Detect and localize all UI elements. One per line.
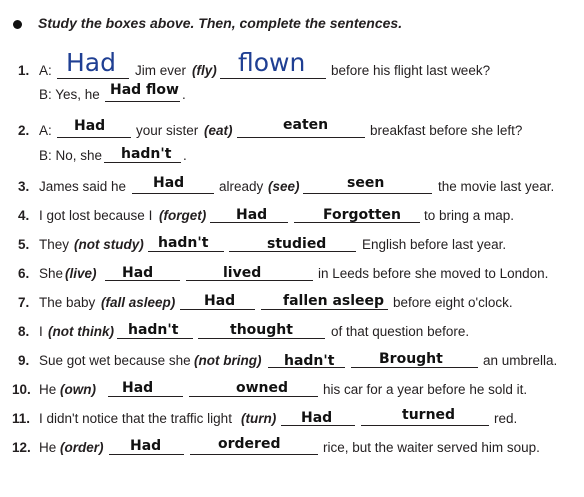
answer-blank[interactable] (109, 454, 184, 455)
verb-cue: (order) (60, 440, 104, 455)
item-number: 11. (12, 411, 31, 426)
sentence-text: your sister (136, 123, 199, 138)
speaker-b: B: Yes, he (39, 87, 100, 102)
sentence-text: already (219, 179, 264, 194)
sentence-text: He (39, 382, 57, 397)
answer-blank[interactable] (180, 309, 255, 310)
typed-answer: hadn't (158, 235, 209, 251)
typed-answer: owned (236, 380, 289, 396)
typed-answer: Brought (379, 351, 443, 367)
sentence-text: The baby (39, 295, 96, 310)
sentence-text: I didn't notice that the traffic light (39, 411, 232, 426)
typed-answer: Had (130, 438, 162, 454)
sentence-text: I (39, 324, 43, 339)
item-number: 2. (18, 123, 30, 138)
typed-answer: hadn't (121, 146, 172, 162)
sentence-text: before eight o'clock. (393, 295, 513, 310)
sentence-text: breakfast before she left? (370, 123, 523, 138)
sentence-text: . (183, 148, 187, 163)
typed-answer: hadn't (128, 322, 179, 338)
typed-answer: Had (122, 380, 154, 396)
answer-blank[interactable] (132, 193, 214, 194)
typed-answer: fallen asleep (283, 293, 385, 309)
answer-blank[interactable] (198, 338, 325, 339)
typed-answer: Had flow (110, 82, 179, 98)
sentence-text: He (39, 440, 57, 455)
sentence-text: . (182, 87, 186, 102)
handwritten-answer: Had (66, 48, 116, 77)
item-number: 8. (18, 324, 30, 339)
typed-answer: turned (402, 407, 456, 423)
typed-answer: Had (301, 410, 333, 426)
answer-blank[interactable] (220, 78, 326, 79)
item-number: 9. (18, 353, 30, 368)
item-number: 6. (18, 266, 30, 281)
answer-blank[interactable] (190, 454, 318, 455)
sentence-text: red. (494, 411, 518, 426)
typed-answer: studied (267, 236, 327, 252)
sentence-text: English before last year. (362, 237, 507, 252)
speaker-a: A: (39, 123, 52, 138)
answer-blank[interactable] (189, 396, 318, 397)
item-number: 12. (12, 440, 31, 455)
item-number: 3. (18, 179, 30, 194)
answer-blank[interactable] (57, 137, 131, 138)
typed-answer: eaten (283, 117, 329, 133)
verb-cue: (see) (268, 179, 300, 194)
typed-answer: ordered (218, 436, 281, 452)
sentence-text: his car for a year before he sold it. (323, 382, 528, 397)
typed-answer: Had (236, 207, 268, 223)
answer-blank[interactable] (361, 425, 489, 426)
item-number: 5. (18, 237, 30, 252)
verb-cue: (not think) (48, 324, 114, 339)
typed-answer: hadn't (284, 353, 335, 369)
sentence-text: of that question before. (331, 324, 470, 339)
sentence-text: rice, but the waiter served him soup. (323, 440, 540, 455)
sentence-text: the movie last year. (438, 179, 555, 194)
typed-answer: thought (230, 322, 293, 338)
answer-blank[interactable] (108, 396, 183, 397)
verb-cue: (eat) (204, 123, 233, 138)
verb-cue: (fly) (192, 63, 217, 78)
typed-answer: Had (204, 293, 236, 309)
answer-blank[interactable] (57, 78, 129, 79)
item-number: 1. (18, 63, 30, 78)
answer-blank[interactable] (303, 193, 432, 194)
sentence-text: Jim ever (135, 63, 187, 78)
sentence-text: She (39, 266, 64, 281)
verb-cue: (forget) (159, 208, 207, 223)
sentence-text: before his flight last week? (331, 63, 491, 78)
instruction: Study the boxes above. Then, complete the sentences. (38, 15, 403, 31)
item-number: 10. (12, 382, 31, 397)
sentence-text: I got lost because I (39, 208, 153, 223)
verb-cue: (live) (65, 266, 97, 281)
typed-answer: lived (223, 265, 262, 281)
typed-answer: seen (347, 175, 385, 191)
sentence-text: They (39, 237, 70, 252)
verb-cue: (not study) (74, 237, 144, 252)
sentence-text: Sue got wet because she (39, 353, 191, 368)
typed-answer: Had (122, 265, 154, 281)
verb-cue: (own) (60, 382, 96, 397)
verb-cue: (fall asleep) (101, 295, 176, 310)
sentence-text: James said he (39, 179, 127, 194)
answer-blank[interactable] (104, 162, 181, 163)
typed-answer: Had (74, 118, 106, 134)
bullet-icon (13, 20, 22, 29)
answer-blank[interactable] (261, 309, 388, 310)
answer-blank[interactable] (351, 367, 478, 368)
typed-answer: Forgotten (323, 207, 402, 223)
speaker-b: B: No, she (39, 148, 103, 163)
handwritten-answer: flown (238, 48, 306, 77)
answer-blank[interactable] (148, 251, 224, 252)
answer-blank[interactable] (237, 137, 365, 138)
item-number: 4. (18, 208, 30, 223)
sentence-text: in Leeds before she moved to London. (318, 266, 549, 281)
speaker-a: A: (39, 63, 52, 78)
sentence-text: an umbrella. (483, 353, 558, 368)
typed-answer: Had (153, 175, 185, 191)
verb-cue: (not bring) (194, 353, 262, 368)
item-number: 7. (18, 295, 30, 310)
answer-blank[interactable] (117, 338, 193, 339)
verb-cue: (turn) (241, 411, 277, 426)
sentence-text: to bring a map. (424, 208, 515, 223)
answer-blank[interactable] (105, 101, 180, 102)
